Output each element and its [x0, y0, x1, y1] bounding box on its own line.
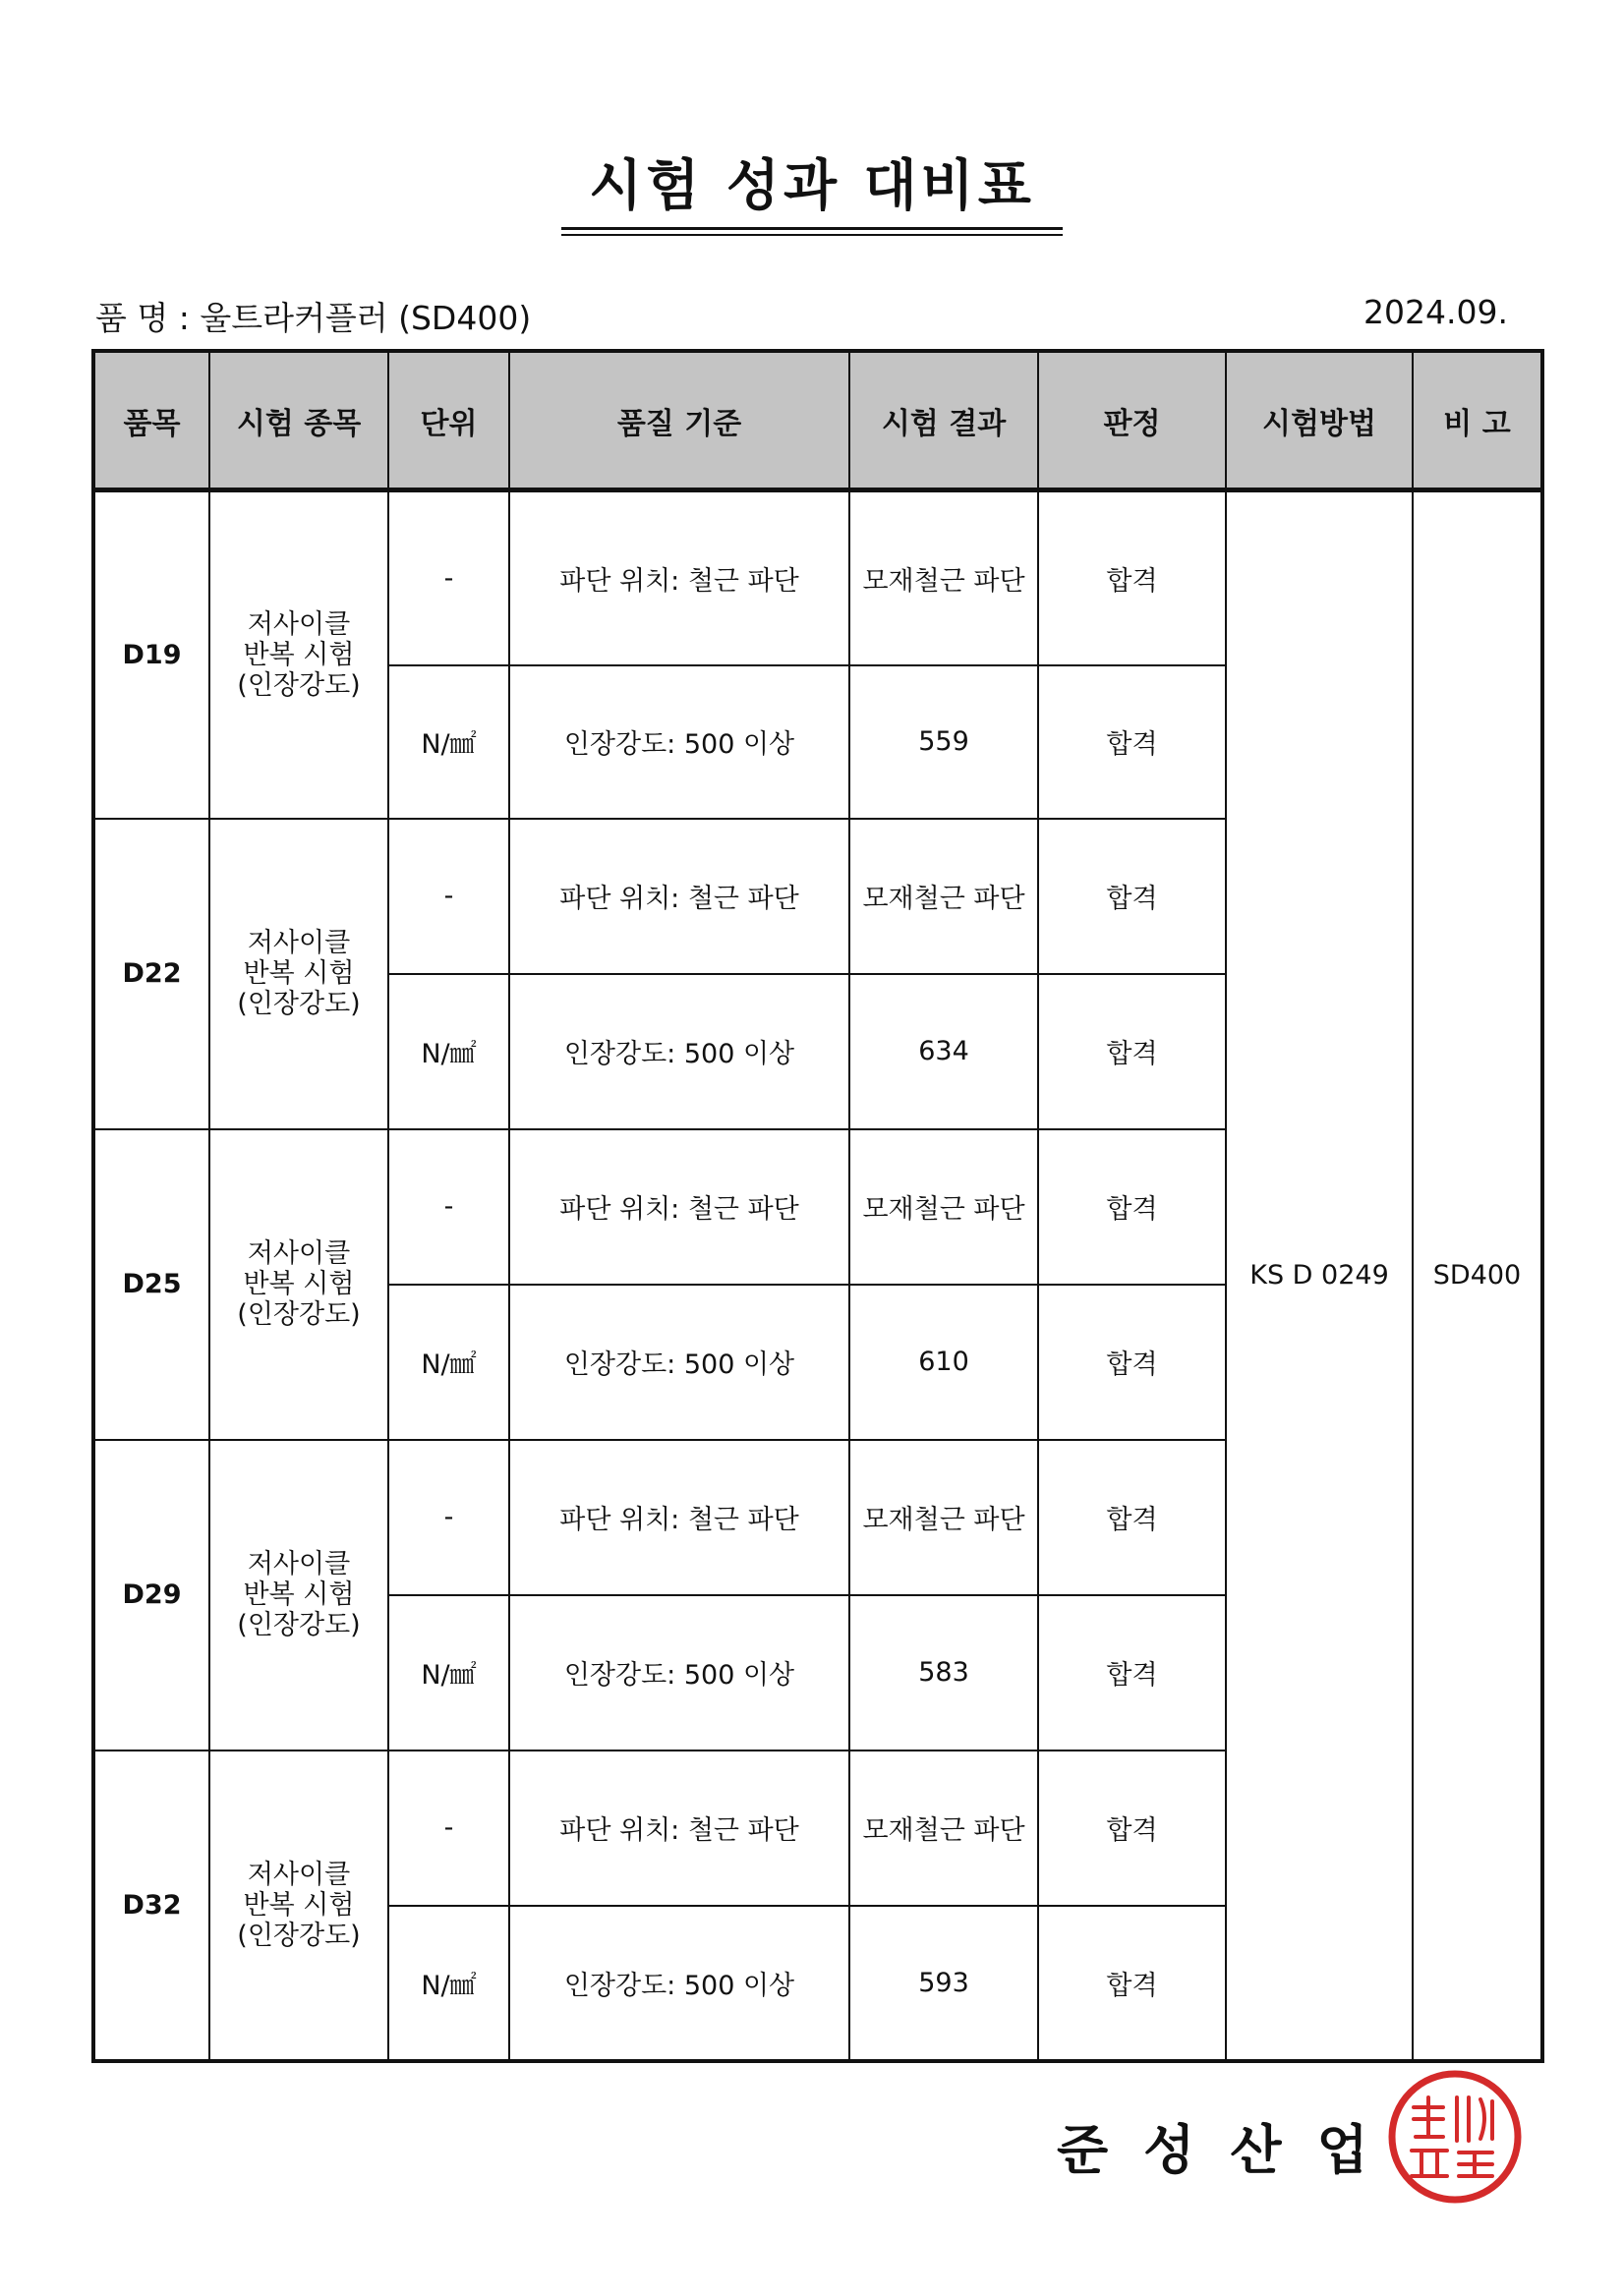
result-cell: 모재철근 파단 [849, 1440, 1038, 1595]
standard-cell: 파단 위치: 철근 파단 [509, 819, 849, 974]
test-type-cell [209, 490, 388, 819]
results-table [91, 349, 1544, 2063]
unit-cell: N/㎟ [388, 665, 509, 819]
judgment-cell: 합격 [1038, 1751, 1226, 1906]
header-item: 품목 [93, 351, 209, 490]
test-type-line: 저사이클 [247, 1549, 351, 1579]
item-cell: D29 [93, 1440, 209, 1751]
test-type-line: 저사이클 [247, 1238, 351, 1269]
unit-cell: N/㎟ [388, 974, 509, 1129]
unit-cell: - [388, 1751, 509, 1906]
result-cell: 593 [849, 1906, 1038, 2061]
judgment-cell: 합격 [1038, 974, 1226, 1129]
result-cell: 모재철근 파단 [849, 1751, 1038, 1906]
unit-cell: - [388, 1440, 509, 1595]
test-type-cell [209, 819, 388, 1129]
document-title: 시험 성과 대비표 [561, 143, 1063, 230]
test-type-line: 반복 시험 [243, 1889, 355, 1921]
unit-cell: - [388, 490, 509, 665]
header-row [93, 351, 1542, 490]
judgment-cell: 합격 [1038, 1440, 1226, 1595]
test-type-line: 저사이클 [247, 608, 351, 640]
item-cell: D22 [93, 819, 209, 1129]
judgment-cell: 합격 [1038, 490, 1226, 665]
test-type-line: 반복 시험 [243, 639, 355, 670]
test-type-line: 반복 시험 [243, 1269, 355, 1299]
standard-cell: 파단 위치: 철근 파단 [509, 490, 849, 665]
result-cell: 559 [849, 665, 1038, 819]
test-type-cell [209, 1129, 388, 1440]
standard-cell: 파단 위치: 철근 파단 [509, 1751, 849, 1906]
result-cell: 모재철근 파단 [849, 1129, 1038, 1285]
header-standard: 품질 기준 [509, 351, 849, 490]
test-type-cell [209, 1440, 388, 1751]
header-test-method: 시험방법 [1226, 351, 1413, 490]
standard-cell: 파단 위치: 철근 파단 [509, 1129, 849, 1285]
seal-glyphs [1412, 2097, 1492, 2176]
document-date: 2024.09. [1363, 293, 1508, 331]
unit-cell: - [388, 1129, 509, 1285]
company-seal-icon [1386, 2068, 1524, 2206]
test-type-cell [209, 1751, 388, 2061]
judgment-cell: 합격 [1038, 1129, 1226, 1285]
result-cell: 583 [849, 1595, 1038, 1751]
test-type-line: (인장강도) [237, 669, 361, 701]
title-wrapper [0, 143, 1624, 230]
standard-cell: 인장강도: 500 이상 [509, 974, 849, 1129]
test-type-line: 저사이클 [247, 1859, 351, 1890]
item-cell: D25 [93, 1129, 209, 1440]
standard-cell: 인장강도: 500 이상 [509, 665, 849, 819]
judgment-cell: 합격 [1038, 665, 1226, 819]
test-type-line: 저사이클 [247, 928, 351, 958]
standard-cell: 인장강도: 500 이상 [509, 1906, 849, 2061]
standard-cell: 인장강도: 500 이상 [509, 1285, 849, 1440]
item-cell: D19 [93, 490, 209, 819]
result-cell: 모재철근 파단 [849, 490, 1038, 665]
result-cell: 634 [849, 974, 1038, 1129]
standard-cell: 인장강도: 500 이상 [509, 1595, 849, 1751]
result-cell: 610 [849, 1285, 1038, 1440]
test-type-line: 반복 시험 [243, 958, 355, 989]
header-test-type: 시험 종목 [209, 351, 388, 490]
unit-cell: N/㎟ [388, 1906, 509, 2061]
judgment-cell: 합격 [1038, 1906, 1226, 2061]
item-cell: D32 [93, 1751, 209, 2061]
unit-cell: N/㎟ [388, 1595, 509, 1751]
standard-cell: 파단 위치: 철근 파단 [509, 1440, 849, 1595]
test-method-cell: KS D 0249 [1226, 490, 1413, 2061]
test-type-line: (인장강도) [237, 1299, 361, 1330]
header-remark: 비 고 [1413, 351, 1542, 490]
company-name: 준성산업 [1057, 2119, 1404, 2181]
table-row [93, 490, 1542, 665]
test-type-line: (인장강도) [237, 989, 361, 1019]
test-type-line: (인장강도) [237, 1920, 361, 1951]
test-type-line: 반복 시험 [243, 1579, 355, 1610]
header-judgment: 판정 [1038, 351, 1226, 490]
unit-cell: - [388, 819, 509, 974]
remark-cell: SD400 [1413, 490, 1542, 2061]
judgment-cell: 합격 [1038, 1285, 1226, 1440]
product-name: 품 명 : 울트라커플러 (SD400) [95, 299, 532, 337]
unit-cell: N/㎟ [388, 1285, 509, 1440]
judgment-cell: 합격 [1038, 1595, 1226, 1751]
test-type-line: (인장강도) [237, 1610, 361, 1640]
header-result: 시험 결과 [849, 351, 1038, 490]
judgment-cell: 합격 [1038, 819, 1226, 974]
header-unit: 단위 [388, 351, 509, 490]
result-cell: 모재철근 파단 [849, 819, 1038, 974]
